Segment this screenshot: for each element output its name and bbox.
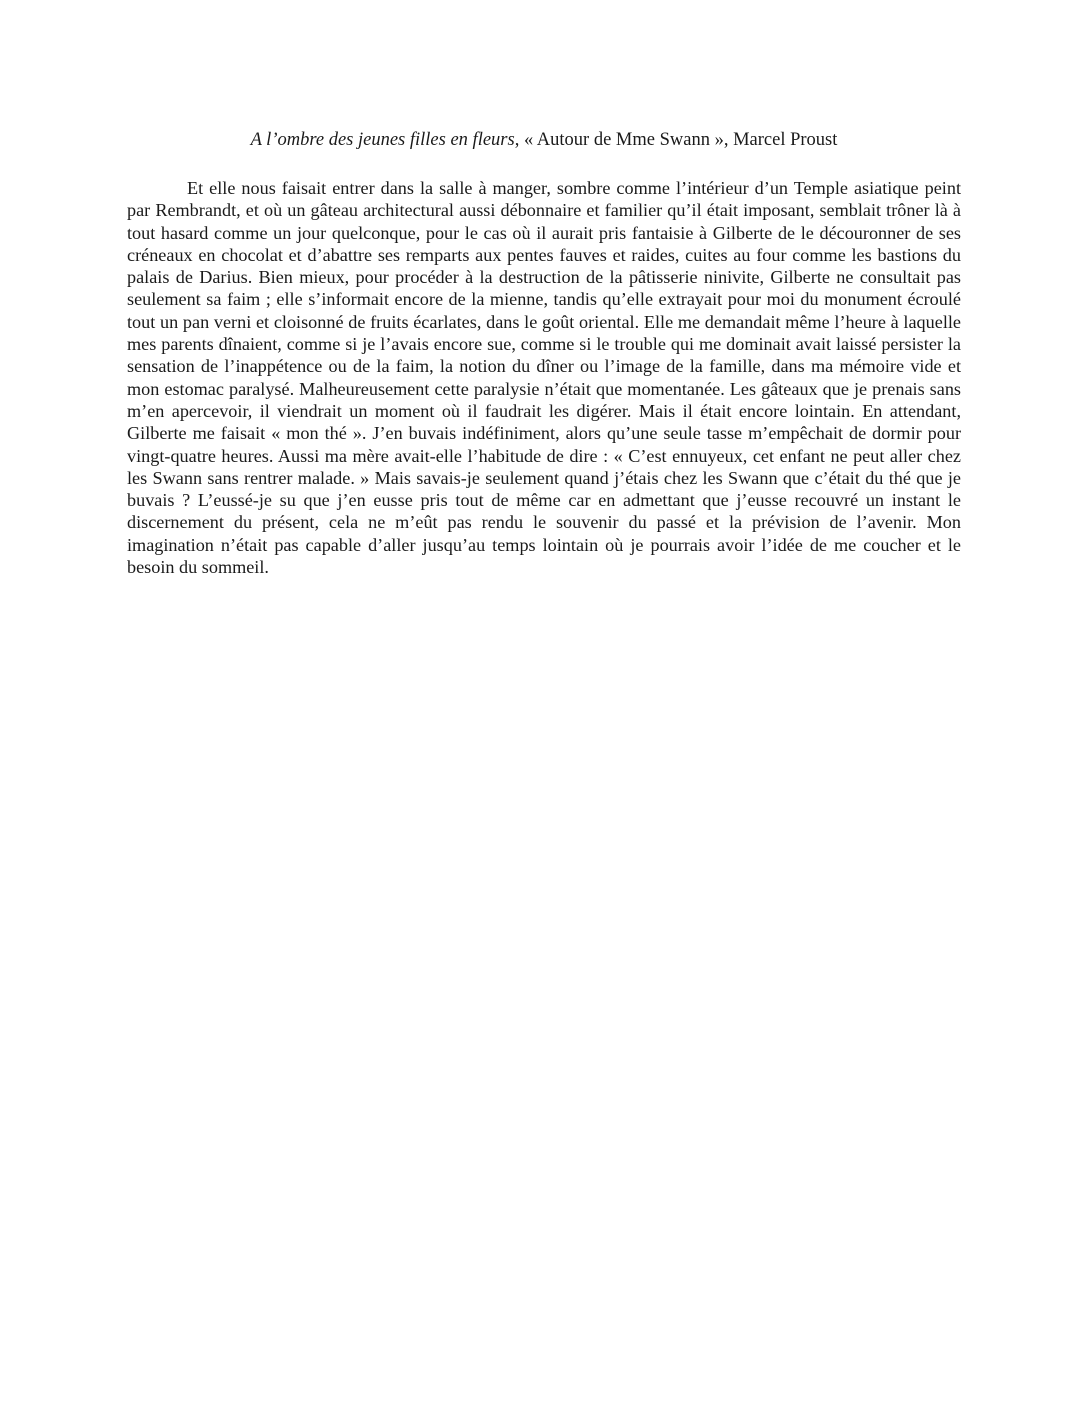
book-title: A l’ombre des jeunes filles en fleurs [250,130,515,150]
heading-chapter-author: , « Autour de Mme Swann », Marcel Proust [514,130,838,150]
document-heading [0,128,1088,152]
body-paragraph: Et elle nous faisait entrer dans la salle à manger, sombre comme l’intérieur d’un Temple asiatique peint par Rembrandt, et où un gâteau architectural aussi débonnaire et familier qu’il était imposant, semblait trôner là à tout hasard comme un jour quelconque, pour le cas où il aurait pris fantaisie à Gilberte de le découronner de ses créneaux en chocolat et d’abattre ses remparts aux pentes fauves et raides, cuites au four comme les bastions du palais de Darius. Bien mieux, pour procéder à la destruction de la pâtisserie ninivite, Gilberte ne consultait pas seulement sa faim ; elle s’informait encore de la mienne, tandis qu’elle extrayait pour moi du monument écroulé tout un pan verni et cloisonné de fruits écarlates, dans le goût oriental. Elle me demandait même l’heure à laquelle mes parents dînaient, comme si je l’avais encore sue, comme si le trouble qui me dominait avait laissé persister la sensation de l’inappétence ou de la faim, la notion du dîner ou l’image de la famille, dans ma mémoire vide et mon estomac paralysé. Malheureusement cette paralysie n’était que momentanée. Les gâteaux que je prenais sans m’en apercevoir, il viendrait un moment où il faudrait les digérer. Mais il était encore lointain. En attendant, Gilberte me faisait « mon thé ». J’en buvais indéfiniment, alors qu’une seule tasse m’empêchait de dormir pour vingt-quatre heures. Aussi ma mère avait-elle l’habitude de dire : « C’est ennuyeux, cet enfant ne peut aller chez les Swann sans rentrer malade. » Mais savais-je seulement quand j’étais chez les Swann que c’était du thé que je buvais ? L’eussé-je su que j’en eusse pris tout de même car en admettant que j’eusse recouvré un instant le discernement du présent, cela ne m’eût pas rendu le souvenir du passé et la prévision de l’avenir. Mon imagination n’était pas capable d’aller jusqu’au temps lointain où je pourrais avoir l’idée de me coucher et le besoin du sommeil. [127,178,961,578]
